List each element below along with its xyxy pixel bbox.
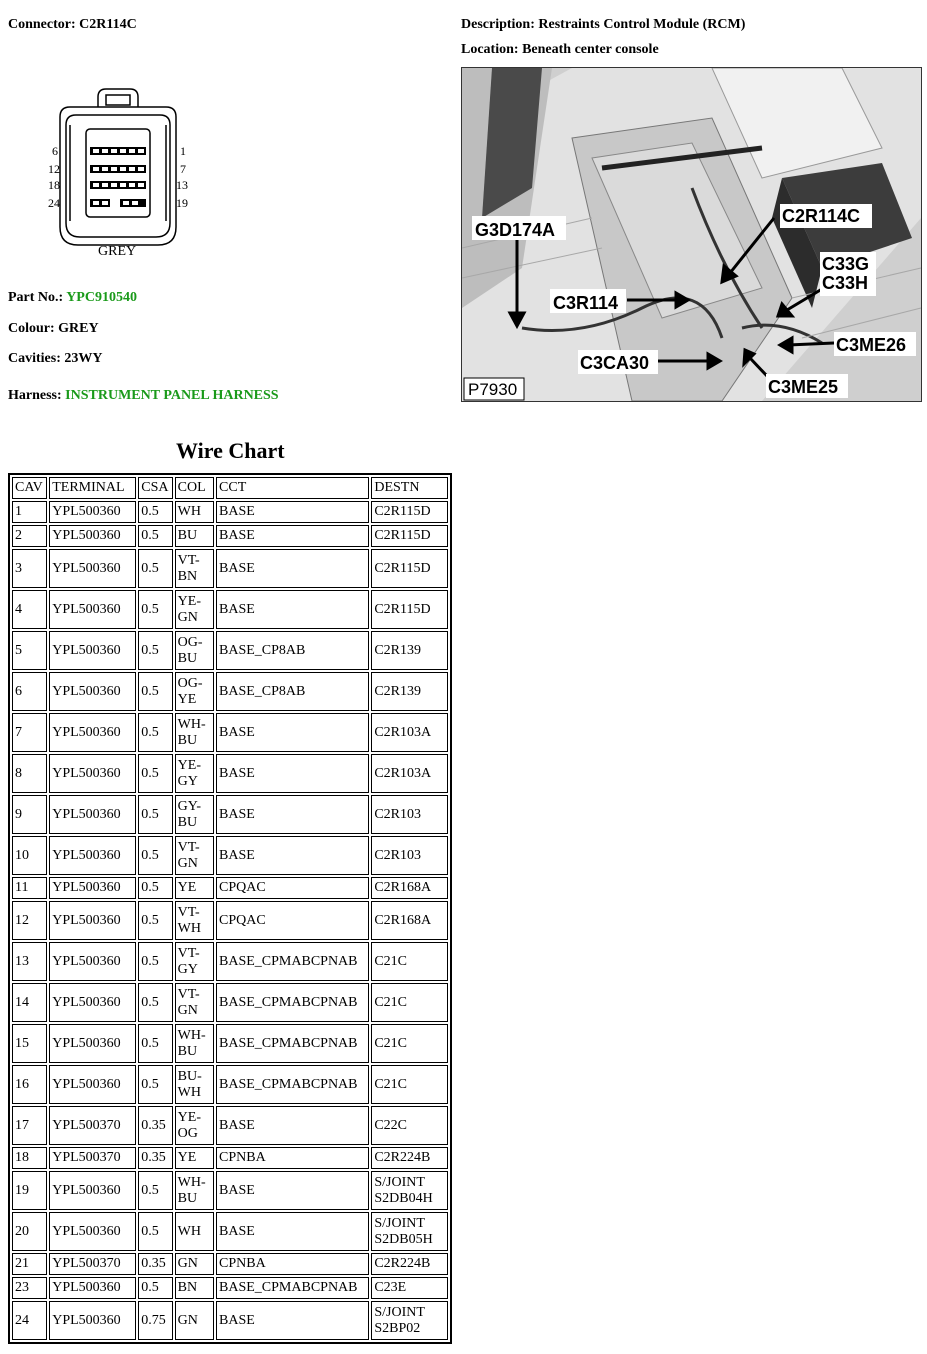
table-row <box>12 549 448 588</box>
connector-face-diagram <box>40 85 210 265</box>
callout-c3ca30: C3CA30 <box>580 353 650 373</box>
cell-col: WH <box>175 1212 214 1251</box>
cell-csa: 0.5 <box>138 631 172 670</box>
cell-cct: BASE <box>216 795 369 834</box>
cell-cav: 3 <box>12 549 47 588</box>
cell-cct: BASE <box>216 525 369 547</box>
harness-value-link[interactable]: INSTRUMENT PANEL HARNESS <box>65 388 279 403</box>
table-row <box>12 1253 448 1275</box>
cell-csa: 0.35 <box>138 1253 172 1275</box>
col-part: VT- <box>177 986 200 1002</box>
cell-col <box>175 713 214 752</box>
cell-col <box>175 1024 214 1063</box>
table-row <box>12 754 448 793</box>
header-col: COL <box>175 477 214 499</box>
col-part: OG- <box>177 675 203 691</box>
cell-terminal: YPL500360 <box>49 836 136 875</box>
table-header-row <box>12 477 448 499</box>
cell-destn: C2R103 <box>371 836 448 875</box>
col-part: BU <box>177 650 198 666</box>
cell-col: GN <box>175 1253 214 1275</box>
table-row <box>12 631 448 670</box>
destn-part: S/JOINT <box>374 1174 425 1190</box>
photo-figure-id: P7930 <box>468 380 518 399</box>
cell-destn: C2R115D <box>371 501 448 523</box>
connector-value: C2R114C <box>79 17 137 32</box>
cell-destn: C2R139 <box>371 631 448 670</box>
table-row <box>12 713 448 752</box>
table-row <box>12 672 448 711</box>
col-part: WH <box>177 920 201 936</box>
cell-col <box>175 672 214 711</box>
col-part: GN <box>177 855 198 871</box>
callout-c2r114c: C2R114C <box>782 206 861 226</box>
cell-cct: BASE <box>216 590 369 629</box>
table-row <box>12 1301 448 1340</box>
cell-col <box>175 1106 214 1145</box>
cell-cct: BASE_CPMABCPNAB <box>216 983 369 1022</box>
cell-csa: 0.5 <box>138 1024 172 1063</box>
location-line <box>461 42 659 58</box>
cell-col: YE <box>175 1147 214 1169</box>
cell-col <box>175 631 214 670</box>
cell-cav: 10 <box>12 836 47 875</box>
cell-csa: 0.5 <box>138 1277 172 1299</box>
col-part: VT- <box>177 904 200 920</box>
wire-chart-table <box>8 473 452 1344</box>
colour-value: GREY <box>58 321 99 336</box>
col-part: WH- <box>177 1027 206 1043</box>
cell-csa: 0.5 <box>138 713 172 752</box>
cell-destn: C23E <box>371 1277 448 1299</box>
cell-cav: 24 <box>12 1301 47 1340</box>
cell-terminal: YPL500360 <box>49 795 136 834</box>
location-value: Beneath center console <box>522 42 659 57</box>
cell-cav: 21 <box>12 1253 47 1275</box>
cell-destn: C2R103 <box>371 795 448 834</box>
callout-c3me25: C3ME25 <box>768 377 839 397</box>
cell-cct: CPNBA <box>216 1253 369 1275</box>
cell-col <box>175 836 214 875</box>
cell-terminal: YPL500360 <box>49 713 136 752</box>
cell-csa: 0.5 <box>138 549 172 588</box>
pin-label-7: 7 <box>180 162 186 176</box>
col-part: BU- <box>177 1068 202 1084</box>
cell-csa: 0.5 <box>138 836 172 875</box>
header-destn: DESTN <box>371 477 448 499</box>
col-part: GN <box>177 609 198 625</box>
cell-terminal: YPL500360 <box>49 877 136 899</box>
cell-terminal: YPL500360 <box>49 672 136 711</box>
cell-terminal: YPL500360 <box>49 631 136 670</box>
cell-destn: C22C <box>371 1106 448 1145</box>
description-line <box>461 17 745 33</box>
table-row <box>12 525 448 547</box>
col-part: WH- <box>177 1174 206 1190</box>
cavities-line <box>8 351 103 367</box>
cell-terminal: YPL500360 <box>49 754 136 793</box>
cell-csa: 0.5 <box>138 983 172 1022</box>
callout-c3me26: C3ME26 <box>836 335 907 355</box>
part-label: Part No.: <box>8 290 64 305</box>
col-part: WH- <box>177 716 206 732</box>
cell-terminal: YPL500360 <box>49 942 136 981</box>
cell-destn: C21C <box>371 942 448 981</box>
cell-col <box>175 942 214 981</box>
cell-cct: BASE <box>216 1171 369 1210</box>
cell-cct: CPNBA <box>216 1147 369 1169</box>
cell-destn: C2R139 <box>371 672 448 711</box>
col-part: VT- <box>177 945 200 961</box>
cell-cct: BASE_CP8AB <box>216 631 369 670</box>
cell-col <box>175 1065 214 1104</box>
cell-terminal: YPL500360 <box>49 901 136 940</box>
cell-cav: 17 <box>12 1106 47 1145</box>
location-photo-drawing <box>462 68 921 401</box>
col-part: BN <box>177 568 198 584</box>
col-part: GY <box>177 961 198 977</box>
cell-destn: C2R103A <box>371 754 448 793</box>
col-part: BU <box>177 814 198 830</box>
cavities-value: 23WY <box>64 351 103 366</box>
destn-part: S/JOINT <box>374 1304 425 1320</box>
cell-terminal: YPL500360 <box>49 525 136 547</box>
connector-line <box>8 17 137 33</box>
cell-csa: 0.5 <box>138 1171 172 1210</box>
cell-cav: 2 <box>12 525 47 547</box>
cell-cct: BASE <box>216 713 369 752</box>
wire-chart-title: Wire Chart <box>176 438 285 463</box>
cell-destn: C2R224B <box>371 1147 448 1169</box>
pin-label-6: 6 <box>52 144 58 158</box>
cell-col: YE <box>175 877 214 899</box>
cell-cct: BASE_CPMABCPNAB <box>216 1024 369 1063</box>
cell-csa: 0.5 <box>138 501 172 523</box>
cell-destn: C2R168A <box>371 901 448 940</box>
col-part: WH <box>177 1084 201 1100</box>
cell-cct: BASE_CPMABCPNAB <box>216 942 369 981</box>
cell-col: GN <box>175 1301 214 1340</box>
col-part: YE- <box>177 757 201 773</box>
cell-destn: C2R115D <box>371 549 448 588</box>
col-part: GY- <box>177 798 201 814</box>
pin-label-1: 1 <box>180 144 186 158</box>
cell-csa: 0.5 <box>138 942 172 981</box>
description-label: Description: <box>461 17 535 32</box>
destn-part: S2BP02 <box>374 1320 421 1336</box>
cell-csa: 0.5 <box>138 795 172 834</box>
col-part: BU <box>177 732 198 748</box>
cell-csa: 0.5 <box>138 877 172 899</box>
cell-csa: 0.75 <box>138 1301 172 1340</box>
cell-csa: 0.5 <box>138 590 172 629</box>
pin-label-24: 24 <box>48 196 60 210</box>
cell-cct: BASE_CPMABCPNAB <box>216 1277 369 1299</box>
table-row <box>12 795 448 834</box>
cell-terminal: YPL500370 <box>49 1147 136 1169</box>
cell-cct: BASE <box>216 549 369 588</box>
cell-destn <box>371 1171 448 1210</box>
col-part: BU <box>177 1043 198 1059</box>
cell-csa: 0.5 <box>138 1212 172 1251</box>
table-row <box>12 1106 448 1145</box>
cell-destn: C21C <box>371 1065 448 1104</box>
header-cct: CCT <box>216 477 369 499</box>
cell-cav: 9 <box>12 795 47 834</box>
cell-cct: CPQAC <box>216 901 369 940</box>
cell-cav: 13 <box>12 942 47 981</box>
cell-csa: 0.5 <box>138 525 172 547</box>
cell-col: BN <box>175 1277 214 1299</box>
table-row <box>12 501 448 523</box>
callout-c3r114: C3R114 <box>553 293 619 313</box>
cell-terminal: YPL500360 <box>49 1301 136 1340</box>
col-part: VT- <box>177 552 200 568</box>
destn-part: S2DB04H <box>374 1190 433 1206</box>
cell-col: WH <box>175 501 214 523</box>
col-part: GN <box>177 1002 198 1018</box>
col-part: GY <box>177 773 198 789</box>
cell-cct: BASE <box>216 836 369 875</box>
cell-cav: 4 <box>12 590 47 629</box>
cell-destn: C2R168A <box>371 877 448 899</box>
cell-cav: 16 <box>12 1065 47 1104</box>
cell-destn: C21C <box>371 1024 448 1063</box>
cell-cct: BASE_CPMABCPNAB <box>216 1065 369 1104</box>
cell-terminal: YPL500360 <box>49 1212 136 1251</box>
col-part: YE- <box>177 593 201 609</box>
table-row <box>12 1065 448 1104</box>
cell-col: BU <box>175 525 214 547</box>
cell-cav: 5 <box>12 631 47 670</box>
pin-label-18: 18 <box>48 178 60 192</box>
cell-cct: BASE_CP8AB <box>216 672 369 711</box>
part-number-line <box>8 290 137 306</box>
cell-terminal: YPL500360 <box>49 1024 136 1063</box>
header-terminal: TERMINAL <box>49 477 136 499</box>
table-row <box>12 836 448 875</box>
cell-cct: BASE <box>216 1212 369 1251</box>
table-row <box>12 1024 448 1063</box>
cell-terminal: YPL500370 <box>49 1106 136 1145</box>
table-row <box>12 901 448 940</box>
header-cav: CAV <box>12 477 47 499</box>
cell-cav: 20 <box>12 1212 47 1251</box>
cell-cav: 14 <box>12 983 47 1022</box>
destn-part: S2DB05H <box>374 1231 433 1247</box>
cell-cav: 23 <box>12 1277 47 1299</box>
cell-cct: BASE <box>216 1301 369 1340</box>
col-part: OG <box>177 1125 198 1141</box>
table-row <box>12 1212 448 1251</box>
table-row <box>12 877 448 899</box>
pin-label-13: 13 <box>176 178 188 192</box>
cell-csa: 0.5 <box>138 1065 172 1104</box>
cell-cav: 15 <box>12 1024 47 1063</box>
cell-cct: BASE <box>216 754 369 793</box>
callout-c33g: C33G <box>822 254 870 274</box>
cell-col <box>175 590 214 629</box>
table-row <box>12 942 448 981</box>
cell-col <box>175 1171 214 1210</box>
cell-terminal: YPL500360 <box>49 590 136 629</box>
colour-label: Colour: <box>8 321 55 336</box>
cell-csa: 0.35 <box>138 1106 172 1145</box>
cell-csa: 0.5 <box>138 754 172 793</box>
cell-cav: 8 <box>12 754 47 793</box>
col-part: VT- <box>177 839 200 855</box>
harness-line <box>8 388 279 404</box>
header-csa: CSA <box>138 477 172 499</box>
cavities-label: Cavities: <box>8 351 61 366</box>
cell-destn: C2R115D <box>371 590 448 629</box>
cell-destn: C2R103A <box>371 713 448 752</box>
cell-csa: 0.5 <box>138 901 172 940</box>
harness-label: Harness: <box>8 388 62 403</box>
cell-cav: 7 <box>12 713 47 752</box>
cell-cav: 6 <box>12 672 47 711</box>
cell-destn <box>371 1212 448 1251</box>
cell-terminal: YPL500360 <box>49 983 136 1022</box>
col-part: BU <box>177 1190 198 1206</box>
cell-cav: 11 <box>12 877 47 899</box>
cell-destn: C2R224B <box>371 1253 448 1275</box>
part-value-link[interactable]: YPC910540 <box>66 290 137 305</box>
cell-cav: 18 <box>12 1147 47 1169</box>
cell-terminal: YPL500360 <box>49 549 136 588</box>
table-row <box>12 983 448 1022</box>
connector-colour-caption: GREY <box>98 244 137 259</box>
table-row <box>12 590 448 629</box>
cell-terminal: YPL500360 <box>49 1171 136 1210</box>
cell-cav: 19 <box>12 1171 47 1210</box>
cell-csa: 0.5 <box>138 672 172 711</box>
cell-destn <box>371 1301 448 1340</box>
connector-label: Connector: <box>8 17 76 32</box>
cell-terminal: YPL500360 <box>49 1065 136 1104</box>
cell-destn: C21C <box>371 983 448 1022</box>
col-part: OG- <box>177 634 203 650</box>
cell-col <box>175 795 214 834</box>
location-photo <box>461 67 922 402</box>
cell-cav: 12 <box>12 901 47 940</box>
callout-c33h: C33H <box>822 273 869 293</box>
col-part: YE- <box>177 1109 201 1125</box>
cell-col <box>175 983 214 1022</box>
table-row <box>12 1171 448 1210</box>
colour-line <box>8 321 99 337</box>
destn-part: S/JOINT <box>374 1215 425 1231</box>
cell-cct: BASE <box>216 1106 369 1145</box>
cell-terminal: YPL500360 <box>49 501 136 523</box>
cell-col <box>175 901 214 940</box>
location-label: Location: <box>461 42 519 57</box>
cell-col <box>175 754 214 793</box>
table-row <box>12 1147 448 1169</box>
cell-terminal: YPL500360 <box>49 1277 136 1299</box>
table-row <box>12 1277 448 1299</box>
cell-cct: CPQAC <box>216 877 369 899</box>
cell-csa: 0.35 <box>138 1147 172 1169</box>
cell-terminal: YPL500370 <box>49 1253 136 1275</box>
pin-label-12: 12 <box>48 162 60 176</box>
wire-chart-body <box>12 501 448 1340</box>
pin-label-19: 19 <box>176 196 188 210</box>
callout-g3d174a: G3D174A <box>475 220 556 240</box>
cell-col <box>175 549 214 588</box>
cell-cav: 1 <box>12 501 47 523</box>
description-value: Restraints Control Module (RCM) <box>538 17 746 32</box>
cell-destn: C2R115D <box>371 525 448 547</box>
col-part: YE <box>177 691 197 707</box>
cell-cct: BASE <box>216 501 369 523</box>
